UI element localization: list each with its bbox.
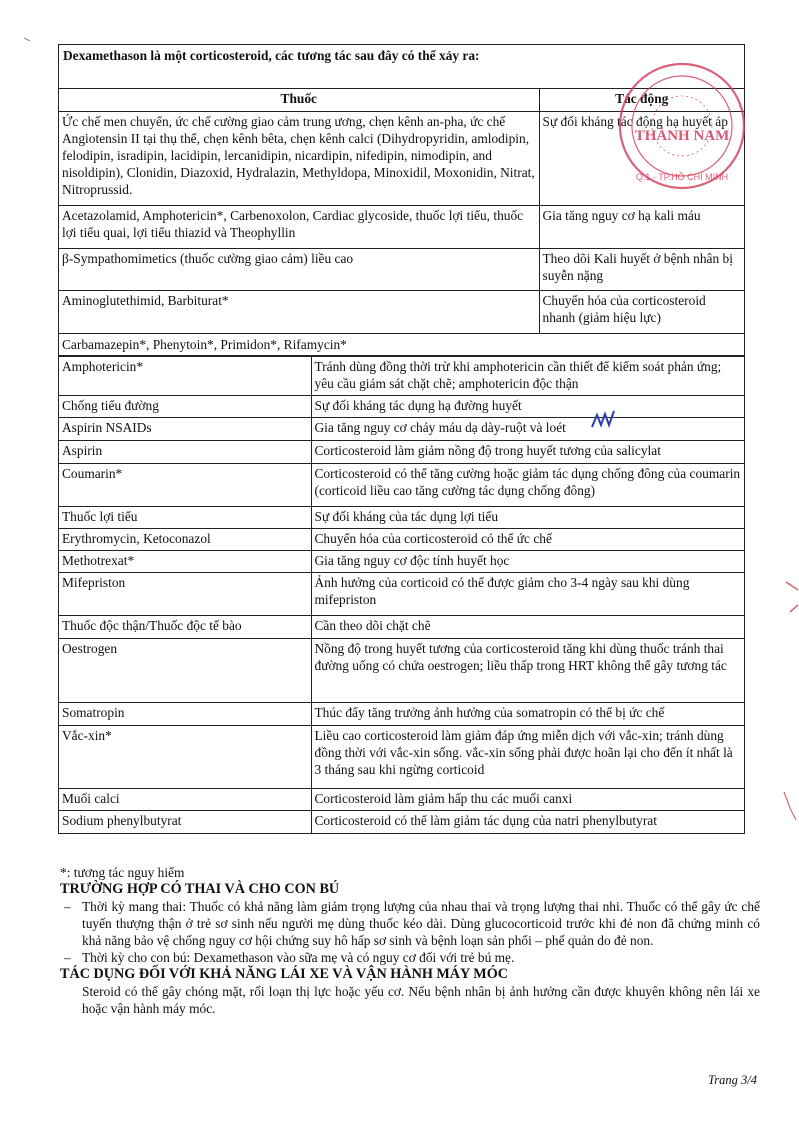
drug-cell: Vắc-xin* bbox=[59, 725, 311, 788]
group-row: Carbamazepin*, Phenytoin*, Primidon*, Rifamycin* bbox=[59, 334, 744, 356]
table-row bbox=[59, 550, 744, 572]
effect-cell: Liều cao corticosteroid làm giảm đáp ứng miễn dịch với vắc-xin; tránh dùng đồng thời với vắc-xin sống. vắc-xin sống phải được hoãn lại cho đến ít nhất là 3 tháng sau khi ngừng corticoid bbox=[311, 725, 744, 788]
header-drug: Thuốc bbox=[59, 89, 539, 111]
table-row bbox=[59, 725, 744, 788]
lactation-text: Thời kỳ cho con bú: Dexamethason vào sữa mẹ và có nguy cơ đối với trẻ bú mẹ. bbox=[82, 950, 515, 965]
drug-cell: Somatropin bbox=[59, 702, 311, 725]
driving-title: TÁC DỤNG ĐỐI VỚI KHẢ NĂNG LÁI XE VÀ VẬN HÀNH MÁY MÓC bbox=[60, 966, 508, 982]
table-row bbox=[59, 440, 744, 463]
effect-cell: Gia tăng nguy cơ chảy máu dạ dày-ruột và loét bbox=[311, 417, 744, 440]
company-stamp bbox=[600, 54, 750, 194]
page-number: Trang 3/4 bbox=[708, 1073, 757, 1087]
effect-cell: Ảnh hưởng của corticoid có thể được giảm cho 3-4 ngày sau khi dùng mifepriston bbox=[311, 572, 744, 615]
table-row bbox=[59, 395, 744, 417]
drug-cell: Aspirin bbox=[59, 440, 311, 463]
drug-cell: Methotrexat* bbox=[59, 550, 311, 572]
effect-cell: Sự đối kháng tác động hạ huyết áp bbox=[539, 111, 744, 205]
table-row bbox=[59, 248, 744, 290]
table-row bbox=[59, 463, 744, 506]
drug-cell: Aminoglutethimid, Barbiturat* bbox=[59, 290, 539, 333]
stamp-name: THÀNH NAM bbox=[634, 128, 730, 144]
drug-cell: Mifepriston bbox=[59, 572, 311, 615]
effect-cell: Nồng độ trong huyết tương của corticosteroid tăng khi dùng thuốc tránh thai đường uống có chứa oestrogen; liều thấp trong HRT không thể gây tương tác bbox=[311, 638, 744, 702]
drug-cell: Chống tiểu đường bbox=[59, 395, 311, 417]
drug-cell: Acetazolamid, Amphotericin*, Carbenoxolon, Cardiac glycoside, thuốc lợi tiểu, thuốc lợi tiểu quai, lợi tiểu thiazid và Theophyllin bbox=[59, 205, 539, 248]
effect-cell: Gia tăng nguy cơ độc tính huyết học bbox=[311, 550, 744, 572]
table-row bbox=[59, 572, 744, 615]
table-row bbox=[59, 615, 744, 638]
pregnancy-bullet bbox=[60, 898, 760, 949]
drug-cell: β-Sympathomimetics (thuốc cường giao cảm) liều cao bbox=[59, 248, 539, 290]
drug-cell: Oestrogen bbox=[59, 638, 311, 702]
table-row bbox=[59, 417, 744, 440]
pregnancy-text: Thời kỳ mang thai: Thuốc có khả năng làm giảm trọng lượng của nhau thai và trọng lượng thai nhi. Thuốc có thể gây ức chế tuyến thượng thận ở trẻ sơ sinh nếu người mẹ dùng thuốc kéo dài. Dùng glucocorticoid trước khi đẻ non đã chứng minh có khả năng bảo vệ chống nguy cơ hội chứng suy hô hấp sơ sinh và bệnh loạn sản phổi – phế quản do đẻ non. bbox=[82, 899, 760, 948]
drug-cell: Ức chế men chuyển, ức chế cường giao cảm trung ương, chẹn kênh an-pha, ức chế Angiotensin II tại thụ thể, chẹn kênh bêta, chẹn kênh calci (Dihydropyridin, amlodipin, felodipin, isradipin, lacidipin, lercanidipin, nicardipin, nifedipin, nimodipin, and nisoldipin), Clonidin, Diazoxid, Hydralazin, Methyldopa, Minoxidil, Moxonidin, Nitrat, Nitroprussid. bbox=[59, 111, 539, 205]
dash-marker: – bbox=[64, 899, 71, 914]
table-row bbox=[59, 702, 744, 725]
effect-cell: Chuyển hóa của corticosteroid có thể ức chế bbox=[311, 528, 744, 550]
effect-cell: Corticosteroid có thể tăng cường hoặc giảm tác dụng chống đông của coumarin (corticoid liều cao tăng cường tác dụng chống đông) bbox=[311, 463, 744, 506]
table-row bbox=[59, 506, 744, 528]
interaction-table-detail bbox=[59, 356, 744, 834]
effect-cell: Sự đối kháng của tác dụng lợi tiểu bbox=[311, 506, 744, 528]
signature-mark bbox=[590, 409, 622, 431]
drug-cell: Erythromycin, Ketoconazol bbox=[59, 528, 311, 550]
table-row bbox=[59, 528, 744, 550]
table-row bbox=[59, 810, 744, 833]
drug-cell: Coumarin* bbox=[59, 463, 311, 506]
effect-cell: Thúc đẩy tăng trưởng ảnh hưởng của somatropin có thể bị ức chế bbox=[311, 702, 744, 725]
drug-cell: Sodium phenylbutyrat bbox=[59, 810, 311, 833]
dash-marker: – bbox=[64, 950, 71, 965]
stamp-location: Q.1 - TP.HỒ CHÍ MINH bbox=[635, 172, 729, 182]
intro-text: Dexamethason là một corticosteroid, các tương tác sau đây có thể xảy ra: bbox=[59, 45, 744, 89]
drug-cell: Thuốc lợi tiểu bbox=[59, 506, 311, 528]
effect-cell: Gia tăng nguy cơ hạ kali máu bbox=[539, 205, 744, 248]
effect-cell: Chuyển hóa của corticosteroid nhanh (giảm hiệu lực) bbox=[539, 290, 744, 333]
pregnancy-title: TRƯỜNG HỢP CÓ THAI VÀ CHO CON BÚ bbox=[60, 881, 340, 897]
effect-cell: Theo dõi Kali huyết ở bệnh nhân bị suyễn nặng bbox=[539, 248, 744, 290]
effect-cell: Corticosteroid làm giảm nồng độ trong huyết tương của salicylat bbox=[311, 440, 744, 463]
effect-cell: Cần theo dõi chặt chẽ bbox=[311, 615, 744, 638]
drug-cell: Thuốc độc thận/Thuốc độc tế bào bbox=[59, 615, 311, 638]
footnote-text: *: tương tác nguy hiểm bbox=[60, 865, 185, 880]
table-row bbox=[59, 638, 744, 702]
table-row bbox=[59, 788, 744, 810]
header-effect: Tác động bbox=[539, 89, 744, 111]
bottom-section bbox=[60, 864, 760, 1017]
drug-cell: Muối calci bbox=[59, 788, 311, 810]
effect-cell: Tránh dùng đồng thời trừ khi amphotericin cần thiết để kiểm soát phản ứng; yêu cầu giám sát chặt chẽ; amphotericin độc thận bbox=[311, 356, 744, 395]
table-row bbox=[59, 356, 744, 395]
table-row bbox=[59, 205, 744, 248]
driving-text: Steroid có thể gây chóng mặt, rối loạn thị lực hoặc yếu cơ. Nếu bệnh nhân bị ảnh hưởng cần được khuyên không nên lái xe hoặc vận hành máy móc. bbox=[82, 984, 760, 1016]
lactation-bullet bbox=[60, 949, 760, 966]
effect-cell: Sự đối kháng tác dụng hạ đường huyết bbox=[311, 395, 744, 417]
drug-cell: Aspirin NSAIDs bbox=[59, 417, 311, 440]
drug-cell: Amphotericin* bbox=[59, 356, 311, 395]
table-row bbox=[59, 290, 744, 333]
effect-cell: Corticosteroid có thể làm giảm tác dụng của natri phenylbutyrat bbox=[311, 810, 744, 833]
effect-cell: Corticosteroid làm giảm hấp thu các muối canxi bbox=[311, 788, 744, 810]
